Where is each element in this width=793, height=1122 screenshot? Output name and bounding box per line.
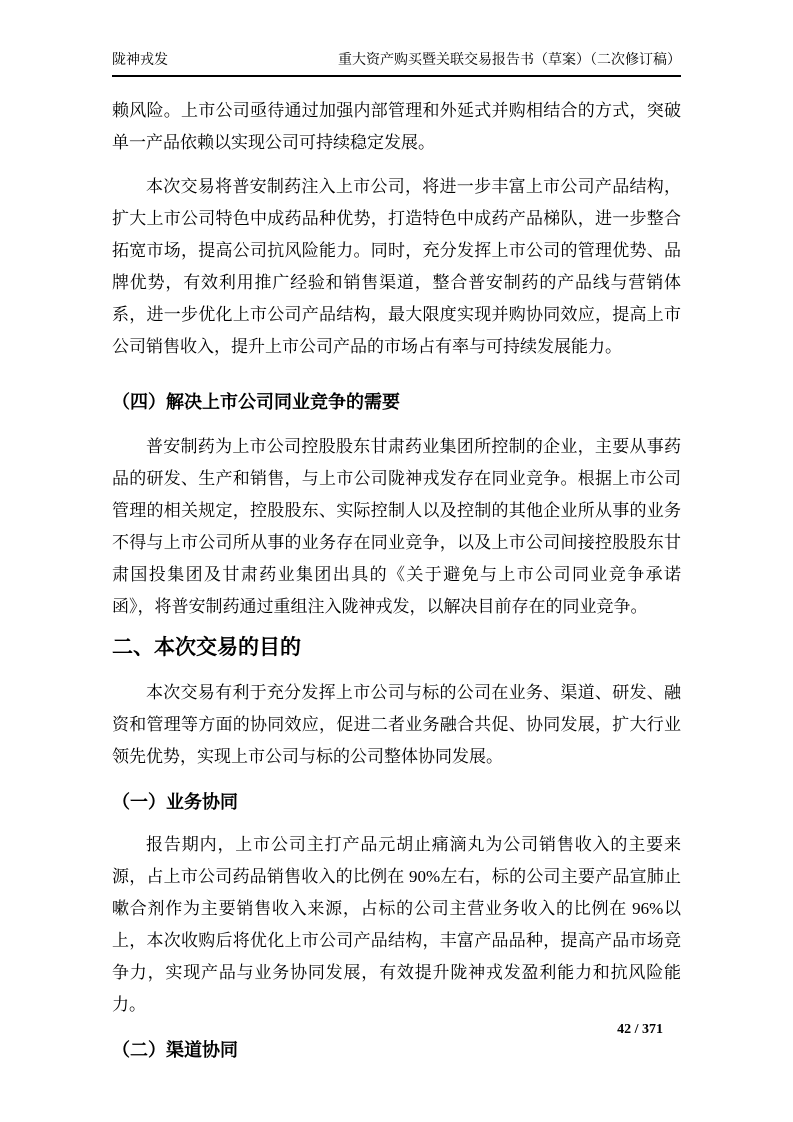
section-heading-resolve-competition: （四）解决上市公司同业竞争的需要	[112, 392, 400, 412]
section-heading-channel-synergy: （二）渠道协同	[112, 1040, 238, 1060]
header-report-title: 重大资产购买暨关联交易报告书（草案）（二次修订稿）	[338, 53, 681, 68]
paragraph-risk-continuation: 赖风险。上市公司亟待通过加强内部管理和外延式并购相结合的方式，突破单一产品依赖以实现公司可持续稳定发展。	[112, 101, 681, 152]
page-number: 42 / 371	[617, 1022, 663, 1037]
running-header	[112, 52, 681, 77]
paragraph-competition-resolution: 普安制药为上市公司控股股东甘肃药业集团所控制的企业，主要从事药品的研发、生产和销售，与上市公司陇神戎发存在同业竞争。根据上市公司管理的相关规定，控股股东、实际控制人以及控制的其他企业所从事的业务不得与上市公司所从事的业务存在同业竞争，以及上市公司间接控股股东甘肃国投集团及甘肃药业集团出具的《关于避免与上市公司同业竞争承诺函》，将普安制药通过重组注入陇神戎发，以解决目前存在的同业竞争。	[112, 437, 681, 616]
section-heading-transaction-purpose: 二、本次交易的目的	[112, 636, 301, 659]
header-company-name: 陇神戎发	[112, 53, 168, 68]
paragraph-business-synergy: 报告期内，上市公司主打产品元胡止痛滴丸为公司销售收入的主要来源，占上市公司药品销售收入的比例在 90%左右，标的公司主要产品宣肺止嗽合剂作为主要销售收入来源，占标的公司主营业务收入的比例在 96%以上，本次收购后将优化上市公司产品结构，丰富产品品种，提高产品市场竞争力，实现产品与业务协同发展，有效提升陇神戎发盈利能力和抗风险能力。	[112, 835, 681, 1014]
section-heading-business-synergy: （一）业务协同	[112, 792, 238, 812]
paragraph-purpose-synergy: 本次交易有利于充分发挥上市公司与标的公司在业务、渠道、研发、融资和管理等方面的协同效应，促进二者业务融合共促、协同发展，扩大行业领先优势，实现上市公司与标的公司整体协同发展。	[112, 683, 681, 766]
paragraph-transaction-benefits: 本次交易将普安制药注入上市公司，将进一步丰富上市公司产品结构，扩大上市公司特色中成药品种优势，打造特色中成药产品梯队，进一步整合拓宽市场，提高公司抗风险能力。同时，充分发挥上市公司的管理优势、品牌优势，有效利用推广经验和销售渠道，整合普安制药的产品线与营销体系，进一步优化上市公司产品结构，最大限度实现并购协同效应，提高上市公司销售收入，提升上市公司产品的市场占有率与可持续发展能力。	[112, 177, 681, 356]
